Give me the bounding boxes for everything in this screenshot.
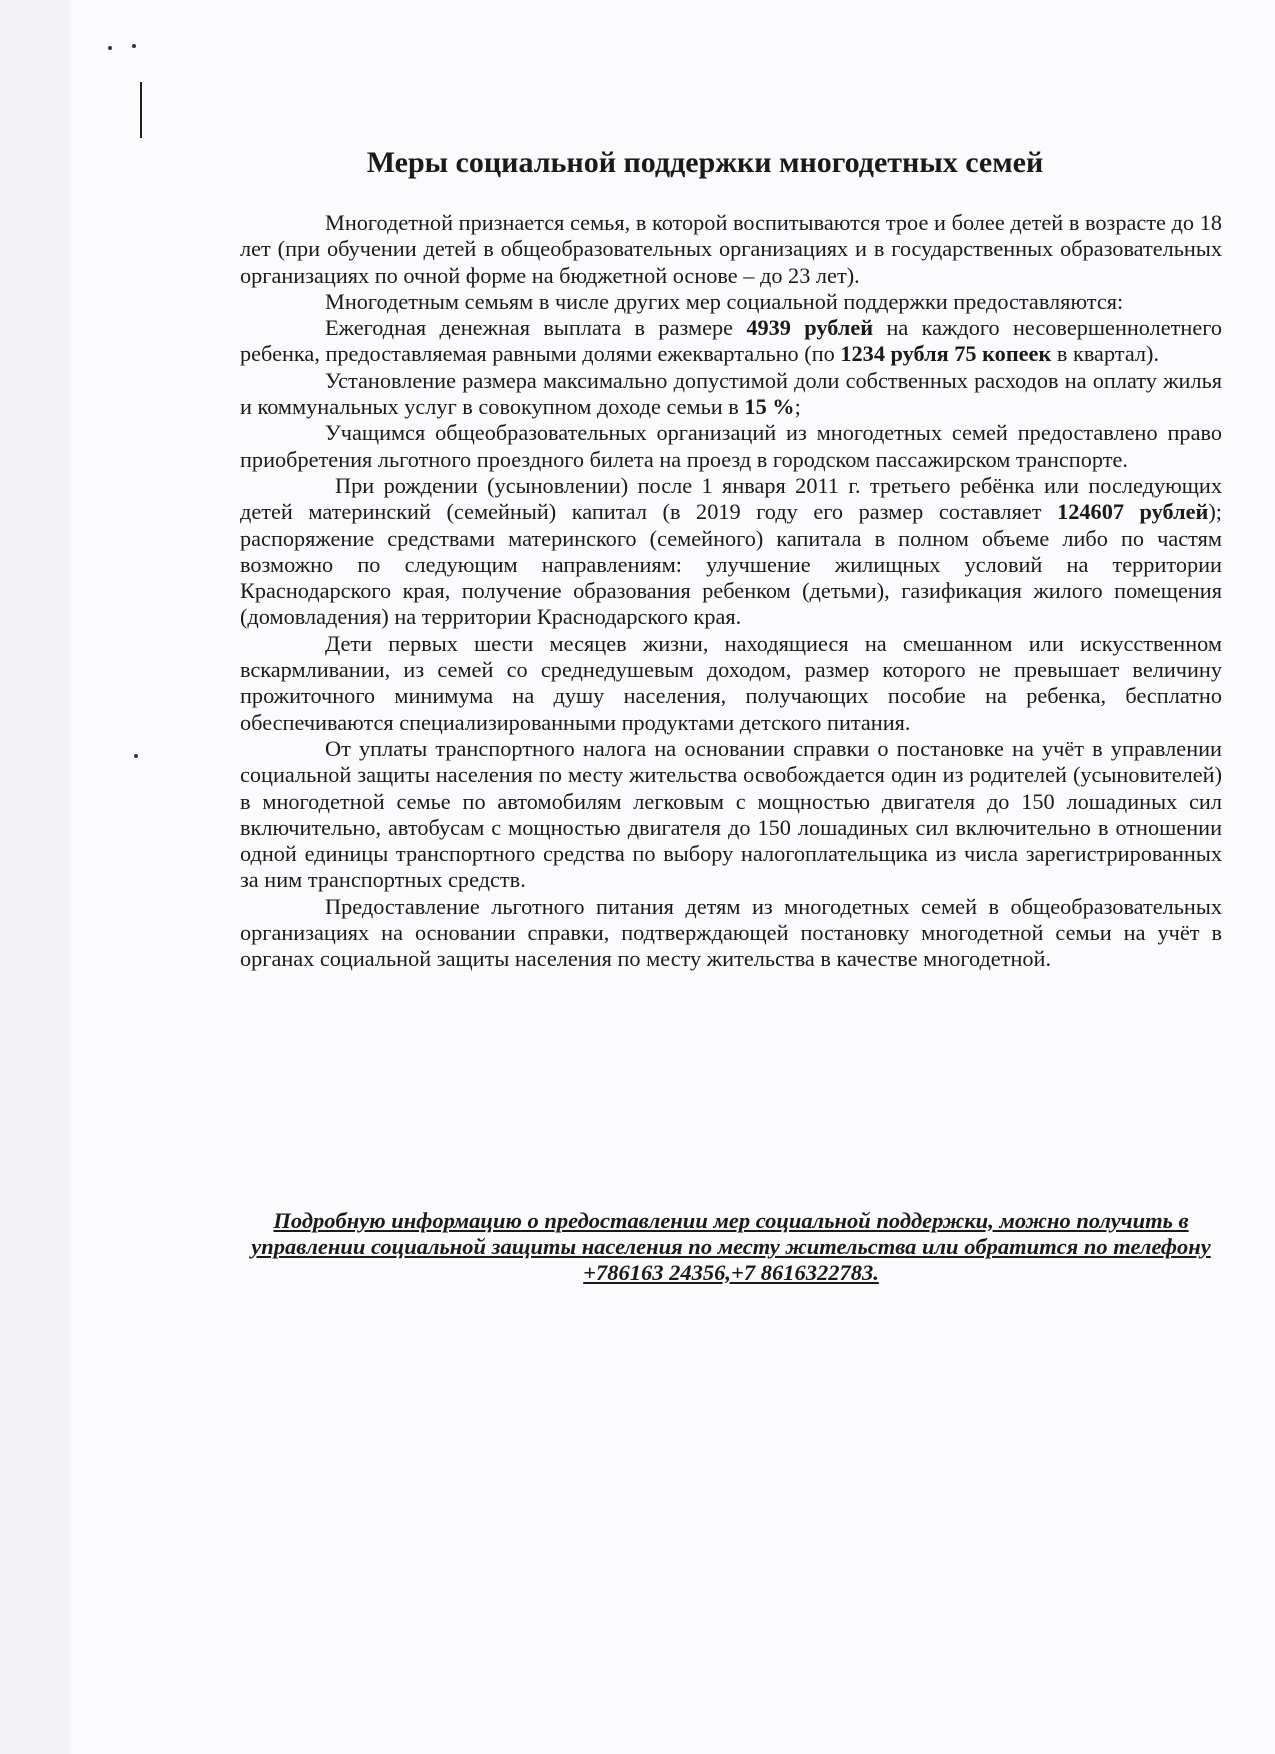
scan-speck [108,46,112,50]
contact-note: Подробную информацию о предоставлении мер социальной поддержки, можно получить в управлении социальной защиты населения по месту жительства или обратится по телефону +786163 24356,+7 8616322783. [251,1208,1211,1285]
scan-speck [132,44,136,48]
margin-mark [140,82,142,138]
paragraph-intro: Многодетным семьям в числе других мер социальной поддержки предоставляются: [325,288,1124,314]
page-title: Меры социальной поддержки многодетных семей [366,146,1044,179]
paragraph-travel-ticket: Учащимся общеобразовательных организаций из многодетных семей предоставлено право приобретения льготного проездного билета на проезд в городском пассажирском транспорте. [240,420,1222,472]
scan-speck [134,754,138,758]
document-body [240,210,1222,973]
paragraph-maternity-capital: При рождении (усыновлении) после 1 января 2011 г. третьего ребёнка или последующих детей материнский (семейный) капитал (в 2019 году его размер составляет 124607 рублей); распоряжение средствами материнского (семейного) капитала в полном объеме либо по частям возможно по следующим направлениям: улучшение жилищных условий на территории Краснодарского края, получение образования ребенком (детьми), газификация жилого помещения (домовладения) на территории Краснодарского края. [240,472,1222,630]
paragraph-housing-costs: Установление размера максимально допустимой доли собственных расходов на оплату жилья и коммунальных услуг в совокупном доходе семьи в 15 %; [240,367,1222,420]
paragraph-annual-payment: Ежегодная денежная выплата в размере 4939 рублей на каждого несовершеннолетнего ребенка, предоставляемая равными долями ежеквартально (по 1234 рубля 75 копеек в квартал). [240,315,1222,367]
paragraph-definition: Многодетной признается семья, в которой воспитываются трое и более детей в возрасте до 18 лет (при обучении детей в общеобразовательных организациях и в государственных образовательных организациях по очной форме на бюджетной основе – до 23 лет). [240,210,1222,288]
paragraph-school-meals: Предоставление льготного питания детям из многодетных семей в общеобразовательных организациях на основании справки, подтверждающей постановку многодетной семьи на учёт в органах социальной защиты населения по месту жительства в качестве многодетной. [240,893,1222,972]
paragraph-baby-food: Дети первых шести месяцев жизни, находящиеся на смешанном или искусственном вскармливании, из семей со среднедушевым доходом, размер которого не превышает величину прожиточного минимума на душу населения, получающих пособие на ребенка, бесплатно обеспечиваются специализированными продуктами детского питания. [240,630,1222,735]
paragraph-transport-tax: От уплаты транспортного налога на основании справки о постановке на учёт в управлении социальной защиты населения по месту жительства освобождается один из родителей (усыновителей) в многодетной семье по автомобилям легковым с мощностью двигателя до 150 лошадиных сил включительно, автобусам с мощностью двигателя до 150 лошадиных сил включительно в отношении одной единицы транспортного средства по выбору налогоплательщика из числа зарегистрированных за ним транспортных средств. [240,735,1222,893]
